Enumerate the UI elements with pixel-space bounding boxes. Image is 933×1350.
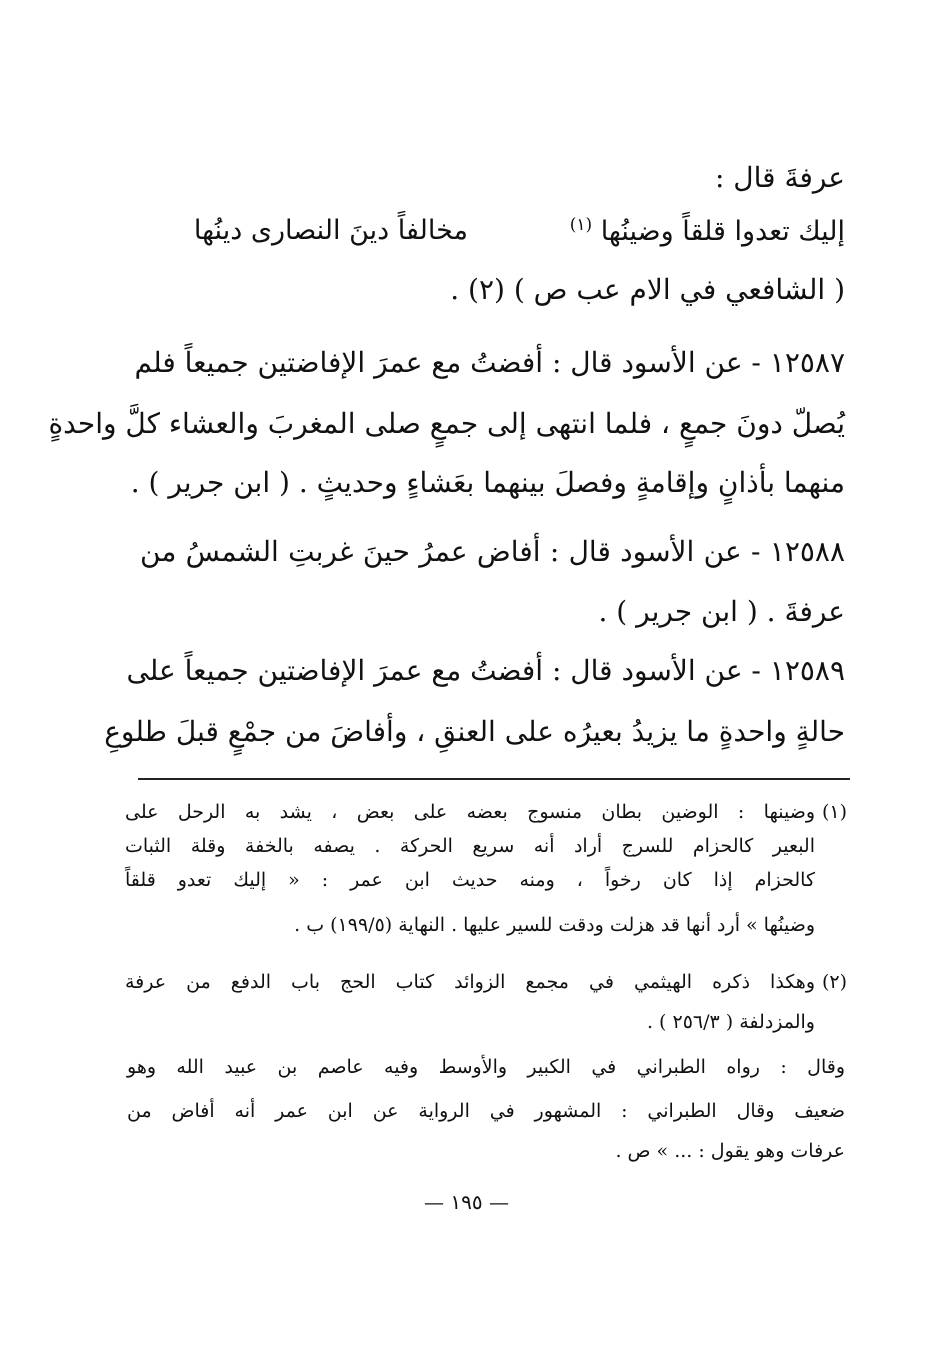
footnote-1-line-4: وضينُها » أرد أنها قد هزلت ودقت للسير عليها . النهاية (١٩٩/٥) ب . [294,914,815,936]
source-line: ( الشافعي في الام عب ص ) (٢) . [450,273,845,306]
intro-line: عرفةَ قال : [714,161,845,194]
hadith-12587-line-3: منهما بأذانٍ وإقامةٍ وفصلَ بينهما بعَشاءٍ وحديثٍ . ( ابن جرير ) . [130,466,845,499]
footnote-1-line-3: كالحزام إذا كان رخواً ، ومنه حديث ابن عمر : « إليك تعدو قلقاً [125,869,815,891]
hadith-12588-line-2: عرفةَ . ( ابن جرير ) . [598,595,845,628]
footnote-separator [138,778,850,780]
footnote-1-number: (١) [821,801,847,823]
footnote-2-line-2: والمزدلفة ( ٢٥٦/٣ ) . [646,1011,815,1033]
hadith-12588-line-1: ١٢٥٨٨ - عن الأسود قال : أفاض عمرُ حينَ غربتِ الشمسُ من [140,535,845,568]
footnote-2-number: (٢) [821,971,847,993]
hadith-12589-line-2: حالةٍ واحدةٍ ما يزيدُ بعيرُه على العنقِ ، وأفاضَ من جمْعٍ قبلَ طلوعِ [104,715,845,748]
footnote-continuation-line-2: ضعيف وقال الطبراني : المشهور في الرواية عن ابن عمر أنه أفاض من [127,1100,845,1122]
verse-left-hemistich: مخالفاً دينَ النصارى دينُها [193,215,468,246]
footnote-1-line-1: وضينها : الوضين بطان منسوج بعضه على بعض ، يشد به الرحل على [125,801,815,823]
footnote-continuation-line-3: عرفات وهو يقول : ... » ص . [615,1140,845,1162]
hadith-12587-line-2: يُصلّ دونَ جمعٍ ، فلما انتهى إلى جمعٍ صلى المغربَ والعشاء كلَّ واحدةٍ [48,407,845,440]
footnote-2-line-1: وهكذا ذكره الهيثمي في مجمع الزوائد كتاب الحج باب الدفع من عرفة [125,971,815,993]
hadith-12589-line-1: ١٢٥٨٩ - عن الأسود قال : أفضتُ مع عمرَ الإفاضتين جميعاً على [126,654,845,687]
page-number: — ١٩٥ — [424,1190,509,1214]
verse-right-hemistich [570,215,845,247]
footnote-mark-1: (١) [569,215,593,235]
hadith-12587-line-1: ١٢٥٨٧ - عن الأسود قال : أفضتُ مع عمرَ الإفاضتين جميعاً فلم [134,346,845,379]
footnote-continuation-line-1: وقال : رواه الطبراني في الكبير والأوسط وفيه عاصم بن عبيد الله وهو [127,1056,845,1078]
verse-right-text: إليك تعدوا قلقاً وضينُها [600,216,845,247]
footnote-1-line-2: البعير كالحزام للسرج أراد أنه سريع الحركة . يصفه بالخفة وقلة الثبات [125,835,815,857]
